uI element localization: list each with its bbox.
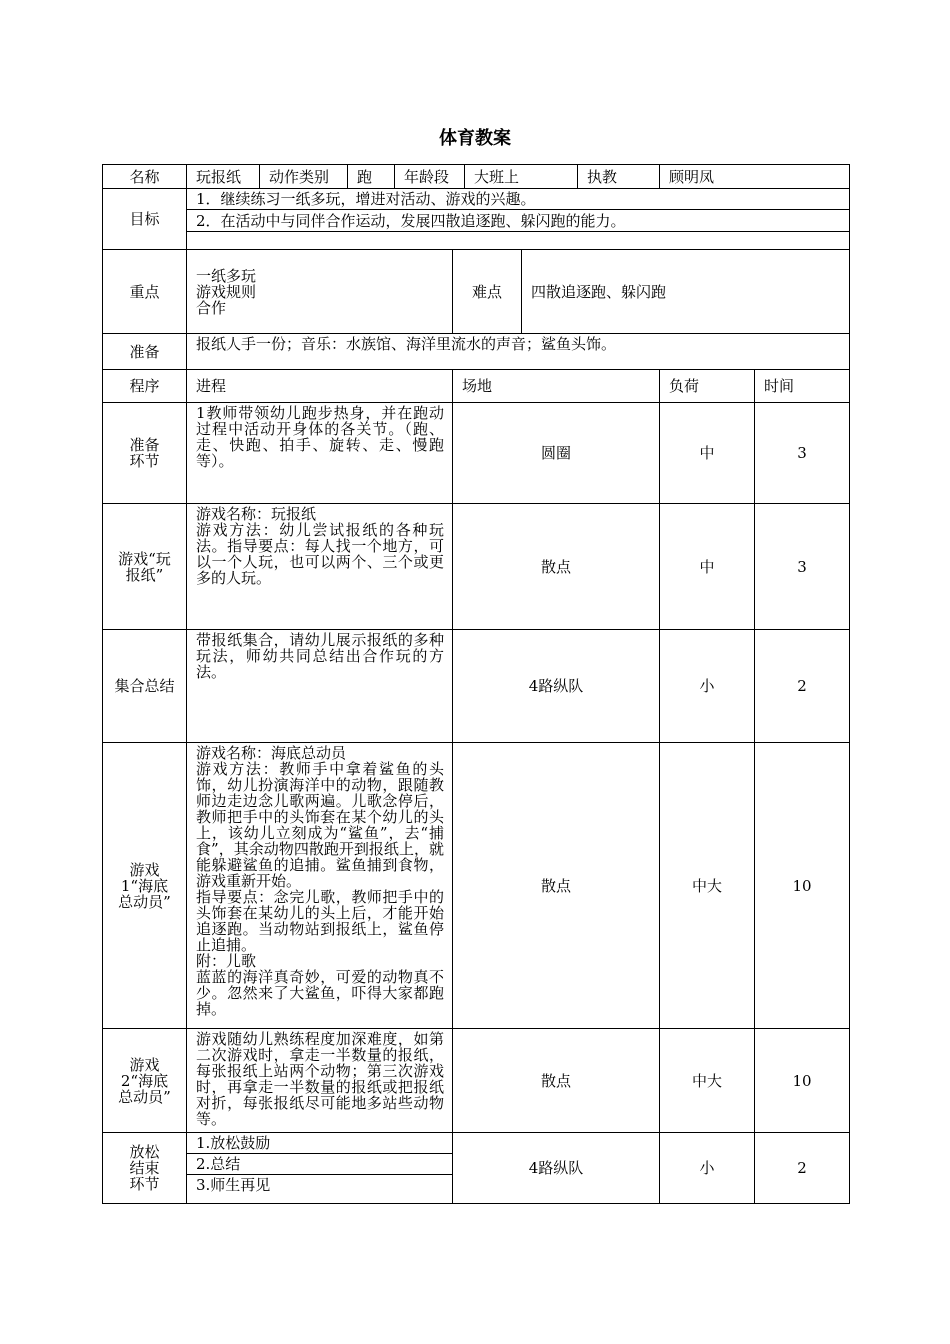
row-load: 中大 <box>660 1029 755 1133</box>
name-label: 名称 <box>103 165 187 189</box>
row-venue: 4路纵队 <box>453 630 660 743</box>
row-load: 中 <box>660 403 755 504</box>
row-procedure: 游戏 1“海底 总动员” <box>103 743 187 1029</box>
goal-blank <box>187 232 850 250</box>
table-row <box>103 1029 850 1133</box>
page-title: 体育教案 <box>439 128 511 149</box>
row-load: 小 <box>660 630 755 743</box>
col-procedure: 程序 <box>103 370 187 403</box>
row-time: 2 <box>755 1133 850 1204</box>
table-row <box>103 403 850 504</box>
prep-value: 报纸人手一份；音乐：水族馆、海洋里流水的声音；鲨鱼头饰。 <box>187 334 850 370</box>
row-procedure: 游戏“玩 报纸” <box>103 504 187 630</box>
row-venue: 圆圈 <box>453 403 660 504</box>
row-load: 小 <box>660 1133 755 1204</box>
table-row <box>103 504 850 630</box>
difficulty-label: 难点 <box>453 250 522 334</box>
table-row-final <box>103 1133 850 1204</box>
goals-row-blank <box>103 232 850 250</box>
row-process: 带报纸集合，请幼儿展示报纸的多种玩法，师幼共同总结出合作玩的方法。 <box>187 630 453 743</box>
row-venue: 散点 <box>453 1029 660 1133</box>
teacher-label: 执教 <box>578 165 660 189</box>
teacher-value: 顾明凤 <box>660 165 850 189</box>
row-load: 中 <box>660 504 755 630</box>
name-value: 玩报纸 <box>187 165 260 189</box>
row-process: 游戏名称：海底总动员 游戏方法：教师手中拿着鲨鱼的头饰，幼儿扮演海洋中的动物，跟随教师边走边念儿歌两遍。儿歌念停后，教师把手中的头饰套在某个幼儿的头上，该幼儿立刻成为“鲨鱼”，去“捕食”，其余动物四散跑开到报纸上，就能躲避鲨鱼的追捕。鲨鱼捕到食物，游戏重新开始。 指导要点：念完儿歌，教师把手中的头饰套在某幼儿的头上后，才能开始追逐跑。当动物站到报纸上，鲨鱼停止追捕。 附：儿歌 蓝蓝的海洋真奇妙，可爱的动物真不少。忽然来了大鲨鱼，吓得大家都跑掉。 <box>187 743 453 1029</box>
row-process: 游戏名称：玩报纸 游戏方法：幼儿尝试报纸的各种玩法。指导要点：每人找一个地方，可以一个人玩，也可以两个、三个或更多的人玩。 <box>187 504 453 630</box>
col-load: 负荷 <box>660 370 755 403</box>
list-item: 2.总结 <box>187 1154 452 1175</box>
prep-label: 准备 <box>103 334 187 370</box>
goals-row <box>103 189 850 210</box>
goals-row <box>103 210 850 232</box>
list-item: 3.师生再见 <box>196 1176 271 1194</box>
row-time: 3 <box>755 504 850 630</box>
goal-item: 1．继续练习一纸多玩，增进对活动、游戏的兴趣。 <box>187 189 850 210</box>
col-time: 时间 <box>755 370 850 403</box>
goal-item: 2．在活动中与同伴合作运动，发展四散追逐跑、躲闪跑的能力。 <box>187 210 850 232</box>
row-time: 10 <box>755 743 850 1029</box>
difficulty-value: 四散追逐跑、躲闪跑 <box>522 250 850 334</box>
goals-label: 目标 <box>103 189 187 250</box>
row-load: 中大 <box>660 743 755 1029</box>
type-value: 跑 <box>348 165 395 189</box>
type-label: 动作类别 <box>260 165 348 189</box>
table-row <box>103 630 850 743</box>
row-time: 3 <box>755 403 850 504</box>
row-procedure: 游戏 2“海底 总动员” <box>103 1029 187 1133</box>
row-procedure: 准备 环节 <box>103 403 187 504</box>
row-process: 1教师带领幼儿跑步热身，并在跑动过程中活动开身体的各关节。（跑、走、快跑、拍手、旋转、走、慢跑等）。 <box>187 403 453 504</box>
row-time: 10 <box>755 1029 850 1133</box>
focus-row <box>103 250 850 334</box>
row-venue: 散点 <box>453 504 660 630</box>
age-label: 年龄段 <box>395 165 465 189</box>
col-process: 进程 <box>187 370 453 403</box>
header-row <box>103 165 850 189</box>
focus-label: 重点 <box>103 250 187 334</box>
age-value: 大班上 <box>465 165 578 189</box>
row-procedure: 集合总结 <box>103 630 187 743</box>
row-venue: 4路纵队 <box>453 1133 660 1204</box>
final-items <box>187 1133 452 1195</box>
row-time: 2 <box>755 630 850 743</box>
col-venue: 场地 <box>453 370 660 403</box>
list-item: 1.放松鼓励 <box>187 1133 452 1154</box>
row-process: 游戏随幼儿熟练程度加深难度，如第二次游戏时，拿走一半数量的报纸，每张报纸上站两个动物；第三次游戏时，再拿走一半数量的报纸或把报纸对折，每张报纸尽可能地多站些动物等。 <box>187 1029 453 1133</box>
lesson-plan-table <box>102 164 850 1204</box>
row-procedure: 放松 结束 环节 <box>103 1133 187 1204</box>
row-venue: 散点 <box>453 743 660 1029</box>
prep-row <box>103 334 850 370</box>
table-row <box>103 743 850 1029</box>
column-header-row <box>103 370 850 403</box>
focus-value: 一纸多玩 游戏规则 合作 <box>187 250 453 334</box>
final-items-cell <box>187 1133 453 1204</box>
